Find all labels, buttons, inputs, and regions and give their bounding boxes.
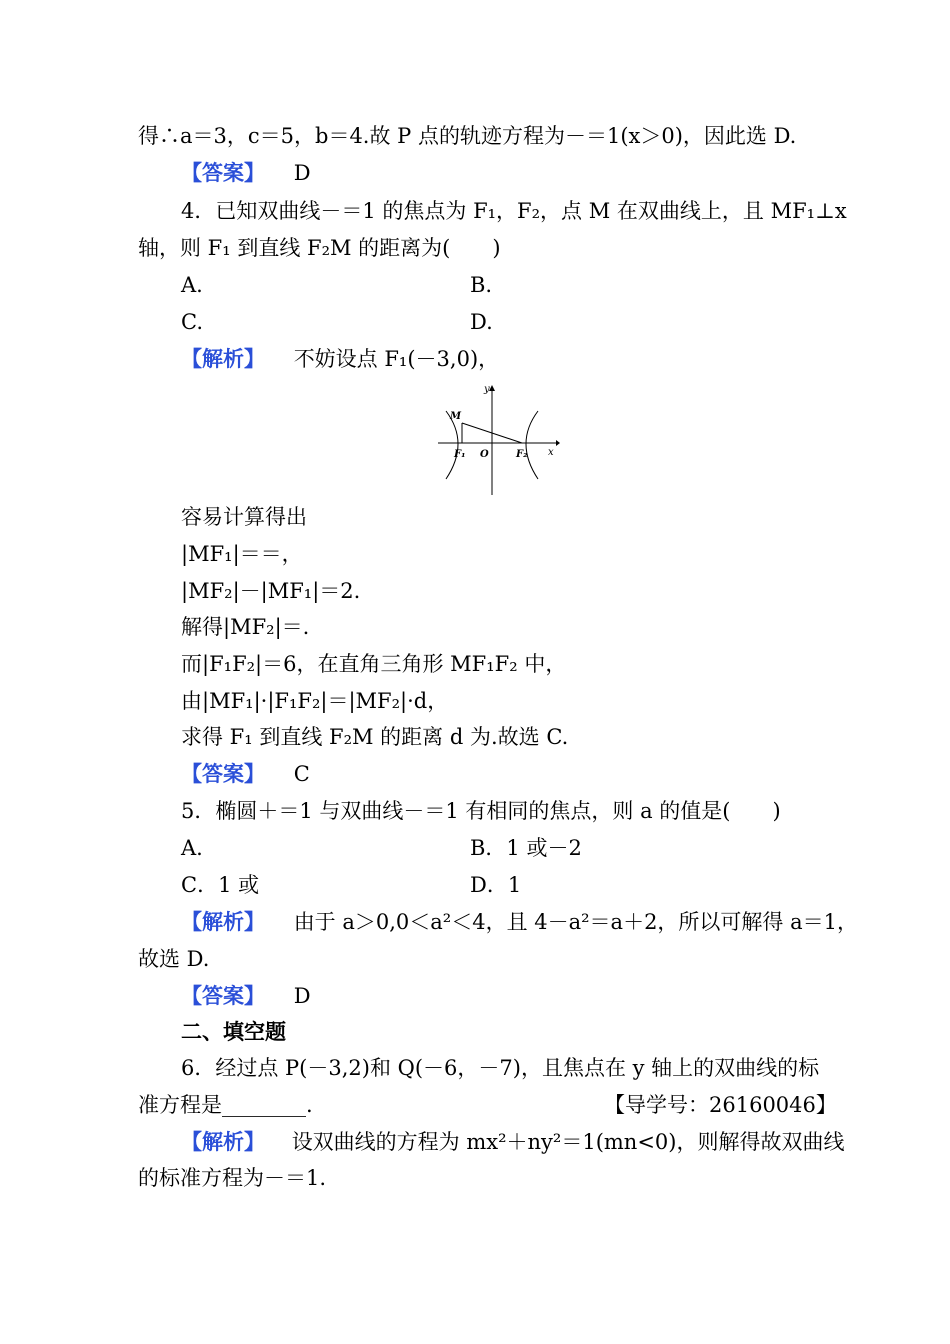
label-f1: F₁ [454, 449, 466, 460]
answer-3 [181, 158, 311, 188]
question-5: 5．椭圆＋＝1 与双曲线－＝1 有相同的焦点，则 a 的值是( ) [181, 799, 781, 823]
label-f2: F₂ [516, 449, 528, 460]
label-m: M [450, 411, 462, 422]
section-heading: 二、填空题 [181, 1020, 286, 1044]
question-6-line-2: 准方程是________. [138, 1093, 313, 1117]
solution-4-line-5: 解得|MF₂|＝. [181, 615, 310, 639]
question-4-line-2: 轴，则 F₁ 到直线 F₂M 的距离为( ) [138, 236, 501, 260]
solution-tag: 【解析】 [181, 910, 265, 934]
solution-tag: 【解析】 [181, 1130, 265, 1154]
option-5d: D．1 [470, 873, 522, 897]
solution-4-line-3: |MF₁|＝＝， [181, 542, 303, 566]
option-5b: B．1 或－2 [470, 836, 582, 860]
label-origin: O [480, 449, 489, 460]
solution-5-line-1 [181, 907, 858, 937]
option-4d: D. [470, 310, 493, 334]
solution-4-line-1 [181, 344, 499, 374]
question-4-line-1: 4．已知双曲线－＝1 的焦点为 F₁，F₂，点 M 在双曲线上，且 MF₁⊥x [181, 199, 847, 223]
solution-tag: 【解析】 [181, 347, 265, 371]
solution-6-line-1 [181, 1127, 844, 1157]
option-4c: C. [181, 310, 203, 334]
answer-tag: 【答案】 [181, 762, 265, 786]
solution-4-line-4: |MF₂|－|MF₁|＝2. [181, 579, 361, 603]
hyperbola-figure [436, 383, 560, 495]
solution-4-line-8: 求得 F₁ 到直线 F₂M 的距离 d 为.故选 C. [181, 725, 569, 749]
solution-5-line-2: 故选 D. [138, 947, 210, 971]
answer-5 [181, 981, 311, 1011]
answer-tag: 【答案】 [181, 984, 265, 1008]
solution-4-line-2: 容易计算得出 [181, 505, 307, 529]
answer-4 [181, 759, 310, 789]
option-4a: A. [181, 273, 203, 297]
question-6-line-1: 6．经过点 P(－3,2)和 Q(－6，－7)，且焦点在 y 轴上的双曲线的标 [181, 1056, 820, 1080]
option-4b: B. [470, 273, 493, 297]
answer-tag: 【答案】 [181, 161, 265, 185]
guide-number: 【导学号：26160046】 [604, 1093, 837, 1117]
solution-4-line-7: 由|MF₁|·|F₁F₂|＝|MF₂|·d， [181, 689, 449, 713]
answer-value: D [293, 984, 311, 1008]
answer-value: C [293, 762, 310, 786]
solution-text: 由于 a＞0,0＜a²＜4，且 4－a²＝a＋2，所以可解得 a＝1， [293, 910, 858, 934]
option-5c: C．1 或 [181, 873, 260, 897]
solution-4-line-6: 而|F₁F₂|＝6，在直角三角形 MF₁F₂ 中， [181, 652, 567, 676]
option-5a: A. [181, 836, 203, 860]
solution-text: 设双曲线的方程为 mx²＋ny²＝1(mn<0)，则解得故双曲线 [291, 1130, 845, 1154]
answer-value: D [293, 161, 311, 185]
label-y: y [484, 384, 490, 395]
label-x: x [548, 447, 554, 458]
solution-text: 不妨设点 F₁(－3,0)， [293, 347, 500, 371]
text-line-1: 得∴a＝3，c＝5，b＝4.故 P 点的轨迹方程为－＝1(x＞0)，因此选 D. [138, 124, 797, 148]
solution-6-line-2: 的标准方程为－＝1. [138, 1166, 327, 1190]
